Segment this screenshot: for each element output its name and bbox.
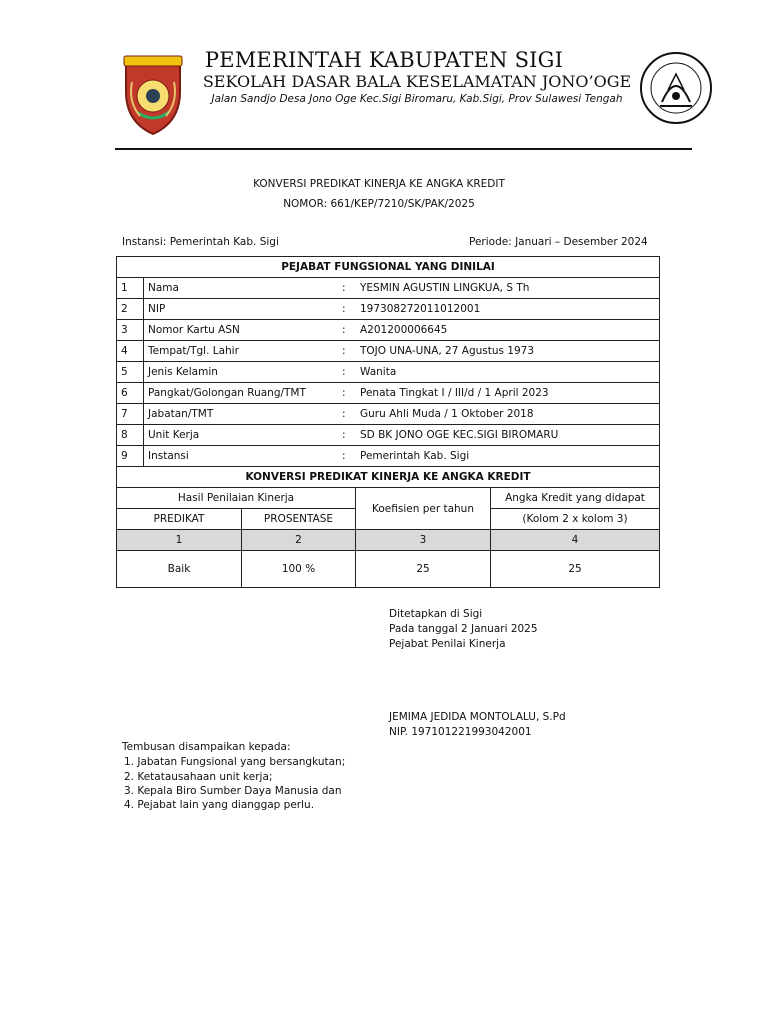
list-item: 2. Ketatausahaan unit kerja; [124, 771, 273, 783]
col-number: 3 [356, 530, 491, 551]
row-separator: : [336, 299, 356, 320]
angka-kredit-value: 25 [491, 551, 660, 588]
row-label: Tempat/Tgl. Lahir [144, 341, 337, 362]
col-number: 4 [491, 530, 660, 551]
table-row [117, 299, 660, 320]
row-label: Jenis Kelamin [144, 362, 337, 383]
row-value: Penata Tingkat I / III/d / 1 April 2023 [356, 383, 660, 404]
row-value: TOJO UNA-UNA, 27 Agustus 1973 [356, 341, 660, 362]
row-value: Pemerintah Kab. Sigi [356, 446, 660, 467]
kolom-note: (Kolom 2 x kolom 3) [491, 509, 660, 530]
instansi-line: Instansi: Pemerintah Kab. Sigi [122, 236, 279, 248]
col-number: 2 [242, 530, 356, 551]
official-table [116, 256, 660, 488]
row-value: Wanita [356, 362, 660, 383]
row-label: Pangkat/Golongan Ruang/TMT [144, 383, 337, 404]
header-divider [115, 148, 692, 150]
table-row [117, 341, 660, 362]
prosentase-header: PROSENTASE [242, 509, 356, 530]
row-number: 5 [117, 362, 144, 383]
table-row [117, 551, 660, 588]
row-label: NIP [144, 299, 337, 320]
table-row [117, 425, 660, 446]
list-item: 1. Jabatan Fungsional yang bersangkutan; [124, 756, 346, 768]
signatory-nip: NIP. 197101221993042001 [389, 726, 532, 738]
row-value: SD BK JONO OGE KEC.SIGI BIROMARU [356, 425, 660, 446]
row-label: Jabatan/TMT [144, 404, 337, 425]
row-number: 6 [117, 383, 144, 404]
row-number: 9 [117, 446, 144, 467]
official-section-title: PEJABAT FUNGSIONAL YANG DINILAI [117, 257, 660, 278]
row-separator: : [336, 320, 356, 341]
periode-line: Periode: Januari – Desember 2024 [469, 236, 648, 248]
row-separator: : [336, 404, 356, 425]
koefisien-header: Koefisien per tahun [356, 488, 491, 530]
row-value: YESMIN AGUSTIN LINGKUA, S Th [356, 278, 660, 299]
row-separator: : [336, 383, 356, 404]
signatory-name: JEMIMA JEDIDA MONTOLALU, S.Pd [389, 711, 566, 723]
row-number: 8 [117, 425, 144, 446]
table-row [117, 278, 660, 299]
signature-date: Pada tanggal 2 Januari 2025 [389, 623, 538, 635]
row-number: 4 [117, 341, 144, 362]
angka-kredit-header: Angka Kredit yang didapat [491, 488, 660, 509]
row-label: Nama [144, 278, 337, 299]
list-item: 4. Pejabat lain yang dianggap perlu. [124, 799, 315, 811]
list-item: 3. Kepala Biro Sumber Daya Manusia dan [124, 785, 342, 797]
predikat-header: PREDIKAT [117, 509, 242, 530]
school-address: Jalan Sandjo Desa Jono Oge Kec.Sigi Biromaru, Kab.Sigi, Prov Sulawesi Tengah [211, 93, 623, 105]
signature-role: Pejabat Penilai Kinerja [389, 638, 506, 650]
table-row [117, 383, 660, 404]
koefisien-value: 25 [356, 551, 491, 588]
row-separator: : [336, 278, 356, 299]
row-separator: : [336, 425, 356, 446]
signature-place: Ditetapkan di Sigi [389, 608, 483, 620]
row-value: A201200006645 [356, 320, 660, 341]
table-row [117, 320, 660, 341]
conversion-table [116, 487, 660, 588]
table-row [117, 446, 660, 467]
table-row [117, 362, 660, 383]
row-label: Unit Kerja [144, 425, 337, 446]
tembusan-heading: Tembusan disampaikan kepada: [122, 741, 291, 753]
row-separator: : [336, 341, 356, 362]
col-number: 1 [117, 530, 242, 551]
table-row [117, 404, 660, 425]
row-label: Instansi [144, 446, 337, 467]
document-number: NOMOR: 661/KEP/7210/SK/PAK/2025 [283, 198, 475, 210]
government-title: PEMERINTAH KABUPATEN SIGI [204, 48, 564, 72]
conversion-section-title: KONVERSI PREDIKAT KINERJA KE ANGKA KREDIT [117, 467, 660, 488]
prosentase-value: 100 % [242, 551, 356, 588]
row-separator: : [336, 362, 356, 383]
predikat-value: Baik [117, 551, 242, 588]
row-separator: : [336, 446, 356, 467]
document-title: KONVERSI PREDIKAT KINERJA KE ANGKA KREDIT [253, 178, 505, 190]
hasil-header: Hasil Penilaian Kinerja [117, 488, 356, 509]
row-number: 2 [117, 299, 144, 320]
row-value: Guru Ahli Muda / 1 Oktober 2018 [356, 404, 660, 425]
row-value: 197308272011012001 [356, 299, 660, 320]
row-label: Nomor Kartu ASN [144, 320, 337, 341]
school-name: SEKOLAH DASAR BALA KESELAMATAN JONO’OGE [202, 72, 632, 91]
row-number: 1 [117, 278, 144, 299]
row-number: 7 [117, 404, 144, 425]
row-number: 3 [117, 320, 144, 341]
